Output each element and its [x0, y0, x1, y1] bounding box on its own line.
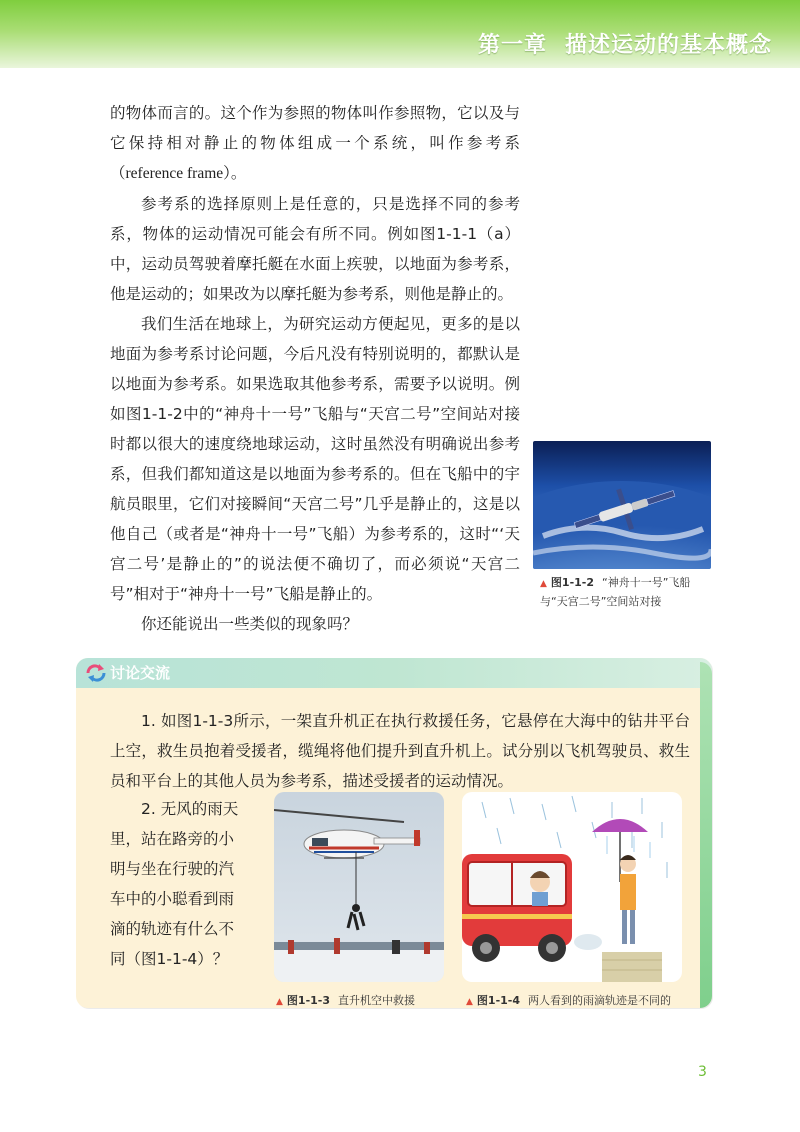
- chapter-number: 第一章: [477, 33, 547, 58]
- discussion-title-bar: [76, 658, 712, 688]
- figure-caption-1-1-3: ▲ 图1-1-3 直升机空中救援: [276, 994, 416, 1007]
- triangle-icon: ▲: [466, 997, 473, 1007]
- page-number: 3: [698, 1064, 707, 1080]
- paragraph-3: 我们生活在地球上，为研究运动方便起见，更多的是以地面为参考系讨论问题，今后凡没有特别说明的，都默认是以地面为参考系。如果选取其他参考系，需要予以说明。例如图1-1-2中的“神舟十一号”飞船与“天宫二号”空间站对接时都以很大的速度绕地球运动，这时虽然没有明确说出参考系，但我们都知道这是以地面为参考系的。但在飞船中的宇航员眼里，它们对接瞬间“天宫二号”几乎是静止的，这是以他自己（或者是“神舟十一号”飞船）为参考系的，这时“‘天宫二号’是静止的”的说法便不确切了，而必须说“天宫二号”相对于“神舟十一号”飞船是静止的。: [110, 315, 520, 603]
- body-text: [110, 98, 520, 639]
- paragraph-1: 的物体而言的。这个作为参照的物体叫作参照物，它以及与它保持相对静止的物体组成一个系统，叫作参考系（reference frame）。: [110, 104, 520, 182]
- rain-bus-illustration: [462, 792, 682, 982]
- figure-caption-1-1-2: ▲ 图1-1-2 “神舟十一号”飞船 与“天宫二号”空间站对接: [540, 576, 691, 608]
- triangle-icon: ▲: [276, 997, 283, 1007]
- figure-rain-bus: [462, 792, 682, 982]
- figure-caption-1-1-4: ▲ 图1-1-4 两人看到的雨滴轨迹是不同的: [466, 994, 672, 1007]
- figure-helicopter-rescue: [274, 792, 444, 982]
- triangle-icon: ▲: [540, 579, 547, 589]
- spacecraft-illustration: [533, 441, 711, 569]
- discussion-question-2: 2. 无风的雨天 里，站在路旁的小 明与坐在行驶的汽 车中的小聪看到雨 滴的轨迹有什么不 同（图1-1-4）？: [110, 800, 239, 968]
- paragraph-2: 参考系的选择原则上是任意的，只是选择不同的参考系，物体的运动情况可能会有所不同。例如图1-1-1（a）中，运动员驾驶着摩托艇在水面上疾驶，以地面为参考系，他是运动的；如果改为以摩托艇为参考系，则他是静止的。: [110, 195, 520, 303]
- helicopter-illustration: [274, 792, 444, 982]
- figure-number: 图1-1-4: [476, 994, 521, 1007]
- figure-number: 图1-1-2: [550, 576, 595, 589]
- discussion-icon: [86, 664, 106, 682]
- discussion-title: 讨论交流: [110, 664, 171, 682]
- figure-spacecraft-docking: [533, 441, 711, 569]
- chapter-title: 描述运动的基本概念: [564, 33, 772, 58]
- figure-number: 图1-1-3: [286, 994, 331, 1007]
- discussion-question-1: 1. 如图1-1-3所示，一架直升机正在执行救援任务，它悬停在大海中的钻井平台上空，救生员抱着受援者，缆绳将他们提升到直升机上。试分别以飞机驾驶员、救生员和平台上的其他人员为参考系，描述受援者的运动情况。: [110, 712, 690, 790]
- chapter-header: [478, 28, 772, 59]
- paragraph-4: 你还能说出一些类似的现象吗？: [141, 615, 359, 633]
- term-reference-frame: reference frame: [125, 165, 224, 182]
- discussion-side-bar: [700, 662, 712, 1008]
